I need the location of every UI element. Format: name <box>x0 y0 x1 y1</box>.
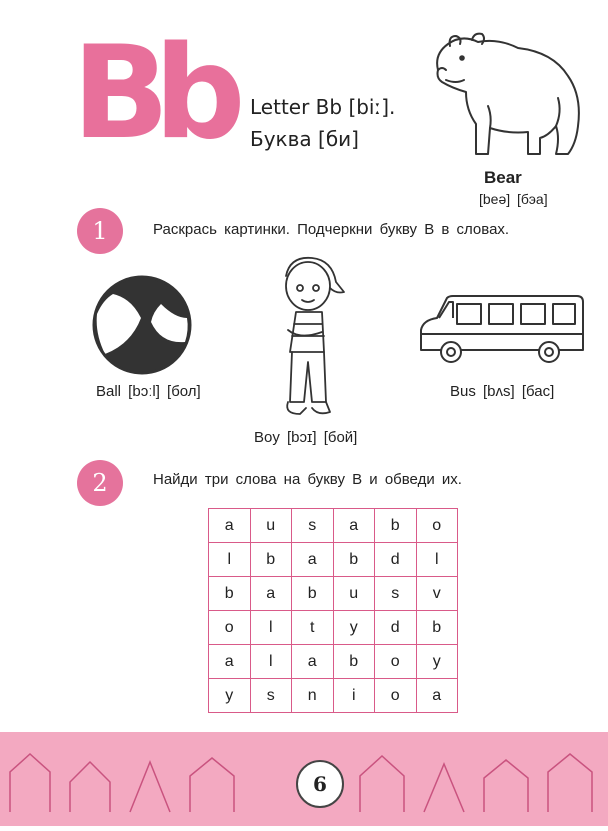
task2-number-circle: 2 <box>77 460 123 506</box>
grid-cell[interactable]: y <box>333 611 375 645</box>
grid-cell[interactable]: n <box>292 679 334 713</box>
grid-cell[interactable]: o <box>375 679 417 713</box>
grid-cell[interactable]: d <box>375 543 417 577</box>
big-letter-lower: b <box>154 19 246 168</box>
big-letter-upper: B <box>72 19 170 168</box>
grid-row <box>209 509 458 543</box>
grid-cell[interactable]: o <box>375 645 417 679</box>
grid-cell[interactable]: b <box>333 645 375 679</box>
grid-row <box>209 645 458 679</box>
boy-image <box>270 252 348 424</box>
grid-cell[interactable]: s <box>375 577 417 611</box>
grid-cell[interactable]: a <box>209 509 251 543</box>
grid-cell[interactable]: b <box>250 543 292 577</box>
grid-cell[interactable]: u <box>250 509 292 543</box>
grid-cell[interactable]: a <box>250 577 292 611</box>
title-line-russian: Буква [би] <box>250 127 359 151</box>
grid-cell[interactable]: b <box>209 577 251 611</box>
task1-number-circle: 1 <box>77 208 123 254</box>
boy-caption: Boy [bɔɪ] [бой] <box>254 429 358 446</box>
grid-cell[interactable]: a <box>292 645 334 679</box>
grid-cell[interactable]: v <box>416 577 458 611</box>
grid-cell[interactable]: o <box>209 611 251 645</box>
task2-instruction: Найди три слова на букву B и обведи их. <box>153 471 462 488</box>
grid-cell[interactable]: a <box>209 645 251 679</box>
bus-caption: Bus [bʌs] [бас] <box>450 383 555 400</box>
page-number: 6 <box>296 760 344 808</box>
grid-cell[interactable]: o <box>416 509 458 543</box>
grid-row <box>209 543 458 577</box>
task1-instruction: Раскрась картинки. Подчеркни букву B в словах. <box>153 221 510 238</box>
bear-transcription: [beə] [бэа] <box>479 191 548 207</box>
grid-cell[interactable]: a <box>416 679 458 713</box>
grid-cell[interactable]: a <box>333 509 375 543</box>
grid-cell[interactable]: l <box>250 611 292 645</box>
grid-cell[interactable]: a <box>292 543 334 577</box>
grid-cell[interactable]: u <box>333 577 375 611</box>
bear-word: Bear <box>484 168 522 187</box>
word-search-grid <box>208 508 458 713</box>
grid-cell[interactable]: l <box>416 543 458 577</box>
grid-cell[interactable]: t <box>292 611 334 645</box>
grid-cell[interactable]: l <box>209 543 251 577</box>
ball-caption: Ball [bɔːl] [бол] <box>96 383 201 400</box>
grid-cell[interactable]: b <box>416 611 458 645</box>
title-line-english: Letter Bb [biː]. <box>250 95 396 119</box>
grid-row <box>209 611 458 645</box>
grid-row <box>209 577 458 611</box>
grid-cell[interactable]: s <box>292 509 334 543</box>
grid-row <box>209 679 458 713</box>
grid-cell[interactable]: i <box>333 679 375 713</box>
grid-cell[interactable]: b <box>292 577 334 611</box>
grid-cell[interactable]: l <box>250 645 292 679</box>
bus-image <box>417 290 587 370</box>
grid-cell[interactable]: b <box>333 543 375 577</box>
grid-cell[interactable]: s <box>250 679 292 713</box>
grid-cell[interactable]: y <box>416 645 458 679</box>
ball-image <box>91 274 193 376</box>
grid-cell[interactable]: d <box>375 611 417 645</box>
grid-cell[interactable]: b <box>375 509 417 543</box>
bear-image <box>428 26 588 166</box>
grid-cell[interactable]: y <box>209 679 251 713</box>
